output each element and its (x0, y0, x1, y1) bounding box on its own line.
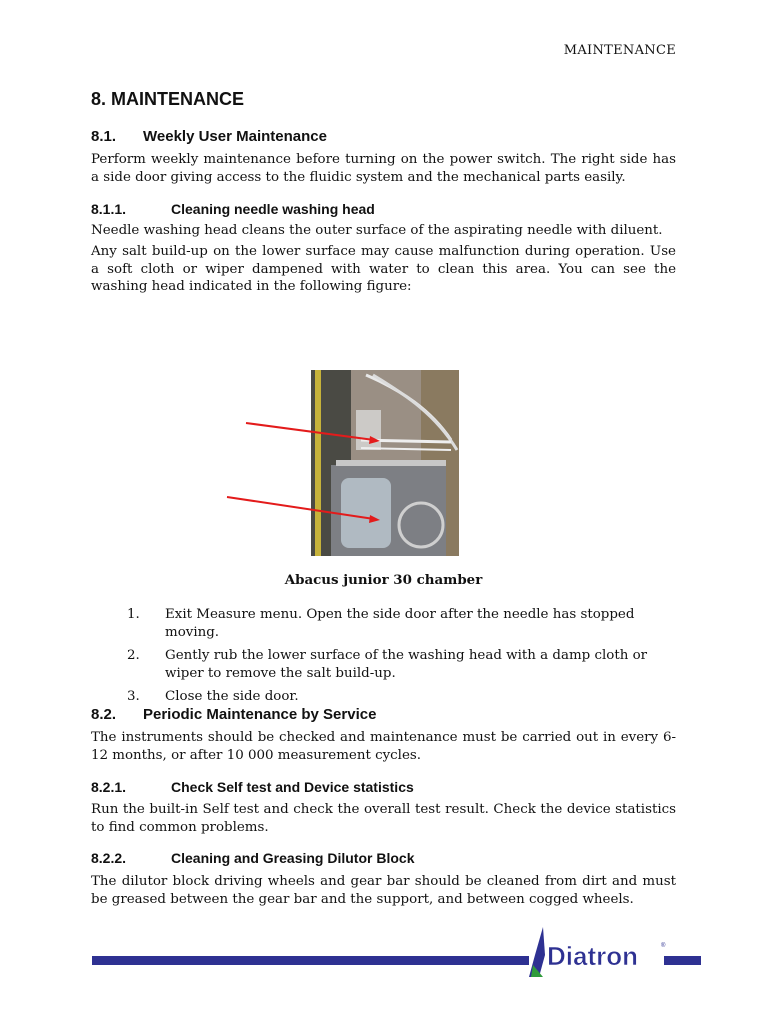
step-text: Gently rub the lower surface of the washing head with a damp cloth or wiper to remove the salt build-up. (165, 648, 648, 681)
section-8-2-heading (91, 706, 376, 723)
step-number: 2. (127, 648, 140, 663)
section-8-1-1-paragraph-2: Any salt build-up on the lower surface may cause malfunction during operation. Use a soft cloth or wiper dampened with water to clean this area. You can see the washing head indicated in the following figure: (91, 244, 676, 294)
section-number: 8.2. (91, 706, 117, 723)
step-number: 3. (127, 689, 140, 704)
step-text: Exit Measure menu. Open the side door after the needle has stopped moving. (165, 607, 635, 640)
section-8-2-paragraph: The instruments should be checked and maintenance must be carried out in every 6-12 months, or after 10 000 measurement cycles. (91, 730, 676, 763)
section-8-2-1-paragraph: Run the built-in Self test and check the overall test result. Check the device statistics to find common problems. (91, 802, 676, 835)
section-number: 8.2.2. (91, 850, 127, 866)
list-item (91, 688, 676, 706)
step-text: Close the side door. (165, 689, 299, 704)
section-8-2-2-paragraph: The dilutor block driving wheels and gear bar should be cleaned from dirt and must be greased between the gear bar and the support, and between cogged wheels. (91, 874, 676, 907)
footer-rule-end (664, 956, 701, 965)
svg-text:®: ® (661, 943, 666, 949)
figure-caption: Abacus junior 30 chamber (284, 572, 483, 588)
section-title: Periodic Maintenance by Service (143, 706, 377, 723)
section-8-1-paragraph: Perform weekly maintenance before turning on the power switch. The right side has a side door giving access to the fluidic system and the mechanical parts easily. (91, 152, 676, 185)
svg-text:Diatron: Diatron (547, 941, 638, 971)
section-title: Weekly User Maintenance (143, 128, 327, 145)
section-title: Cleaning needle washing head (171, 201, 375, 217)
list-item (91, 606, 676, 641)
section-8-1-1-paragraph-1: Needle washing head cleans the outer surface of the aspirating needle with diluent. (91, 223, 663, 238)
section-8-1-heading (91, 128, 327, 145)
section-8-1-1-heading (91, 201, 375, 217)
section-number: 8.1.1. (91, 201, 127, 217)
section-8-2-2-heading (91, 850, 414, 866)
steps-list (91, 606, 676, 712)
footer-rule (92, 956, 529, 965)
section-number: 8.1. (91, 128, 117, 145)
diatron-logo (525, 925, 667, 979)
chapter-title: 8. MAINTENANCE (91, 89, 245, 109)
section-number: 8.2.1. (91, 779, 127, 795)
step-number: 1. (127, 607, 140, 622)
section-title: Cleaning and Greasing Dilutor Block (171, 850, 415, 866)
running-header: MAINTENANCE (563, 43, 676, 58)
section-8-2-1-heading (91, 779, 414, 795)
chamber-photo (311, 370, 459, 556)
list-item (91, 647, 676, 682)
section-title: Check Self test and Device statistics (171, 779, 414, 795)
